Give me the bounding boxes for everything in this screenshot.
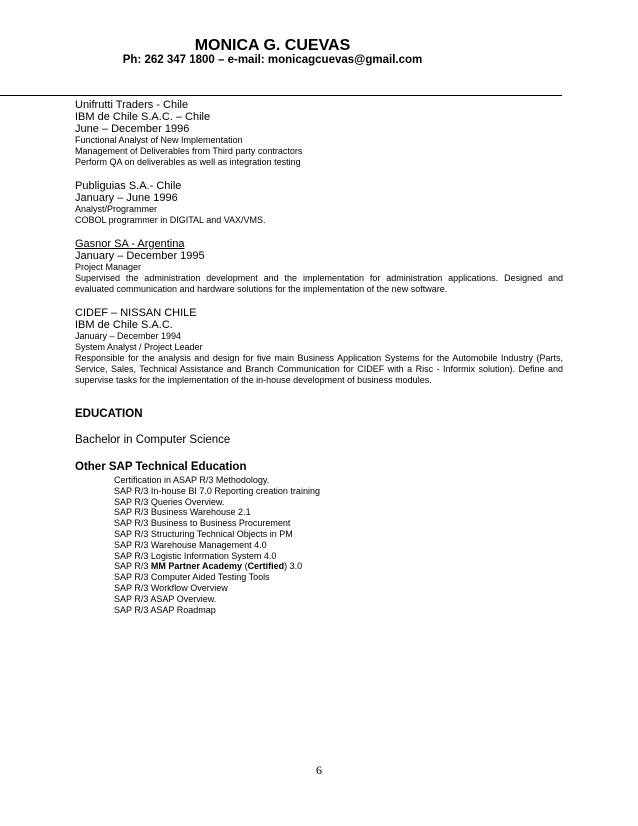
training-item bbox=[114, 561, 563, 572]
job-line: Supervised the administration development and the implementation for administration applications. Designed and evaluated communication and hardware solutions for the implementation of the new software. bbox=[75, 273, 563, 294]
training-text: SAP R/3 Business to Business Procurement bbox=[114, 518, 291, 529]
training-text: SAP R/3 In-house BI 7.0 Reporting creation training bbox=[114, 485, 320, 496]
education-heading: EDUCATION bbox=[75, 408, 143, 420]
job-line: Analyst/Programmer bbox=[75, 204, 158, 214]
training-item bbox=[114, 507, 563, 518]
training-text: SAP R/3 Business Warehouse 2.1 bbox=[114, 507, 251, 518]
training-item bbox=[114, 497, 563, 508]
experience-section bbox=[75, 99, 563, 386]
training-text: SAP R/3 Queries Overview. bbox=[114, 496, 225, 507]
training-list bbox=[114, 475, 563, 615]
training-item bbox=[114, 540, 563, 551]
job-entry bbox=[75, 238, 563, 295]
job-line: Functional Analyst of New Implementation bbox=[75, 135, 243, 145]
training-text: ) 3.0 bbox=[284, 561, 303, 572]
training-highlight: Certified bbox=[247, 561, 285, 572]
job-line: Management of Deliverables from Third party contractors bbox=[75, 146, 303, 156]
training-text: Certification in ASAP R/3 Methodology. bbox=[114, 475, 270, 485]
candidate-name: MONICA G. CUEVAS bbox=[194, 37, 351, 54]
page-number: 6 bbox=[316, 763, 322, 777]
training-text: SAP R/3 Warehouse Management 4.0 bbox=[114, 539, 267, 550]
resume-body bbox=[75, 99, 563, 615]
job-line: June – December 1996 bbox=[75, 123, 190, 135]
training-item bbox=[114, 518, 563, 529]
training-item bbox=[114, 529, 563, 540]
contact-line: Ph: 262 347 1800 – e-mail: monicagcuevas@gmail.com bbox=[122, 54, 423, 66]
job-line: Project Manager bbox=[75, 262, 142, 272]
degree-text: Bachelor in Computer Science bbox=[75, 434, 231, 446]
job-entry bbox=[75, 180, 563, 226]
job-line: January – December 1995 bbox=[75, 250, 205, 262]
training-text: SAP R/3 Computer Aided Testing Tools bbox=[114, 572, 270, 583]
training-text: ( bbox=[242, 561, 248, 572]
job-spacer bbox=[75, 168, 563, 180]
training-item bbox=[114, 551, 563, 562]
job-line: CIDEF – NISSAN CHILE bbox=[75, 307, 197, 319]
training-text: SAP R/3 ASAP Overview. bbox=[114, 593, 217, 604]
job-line: January – December 1994 bbox=[75, 331, 182, 341]
job-line: Perform QA on deliverables as well as integration testing bbox=[75, 157, 301, 167]
training-item bbox=[114, 572, 563, 583]
other-education-heading: Other SAP Technical Education bbox=[75, 461, 247, 473]
training-text: SAP R/3 bbox=[114, 561, 151, 572]
training-text: SAP R/3 Logistic Information System 4.0 bbox=[114, 550, 277, 561]
job-line: Publiguias S.A.- Chile bbox=[75, 180, 182, 192]
training-highlight: MM Partner Academy bbox=[150, 561, 243, 572]
training-text: SAP R/3 Workflow Overview bbox=[114, 582, 228, 593]
job-line: January – June 1996 bbox=[75, 192, 178, 204]
header-divider bbox=[0, 95, 562, 96]
job-line: IBM de Chile S.A.C. – Chile bbox=[75, 111, 211, 123]
job-line: Responsible for the analysis and design for five main Business Application Systems for the Automobile Industry (Parts, Service, Sales, Technical Assistance and Branch Communication for CIDEF with a Risc - Informix solution). Define and supervise tasks for the implementation of the in-house development of business modules. bbox=[75, 353, 563, 385]
job-line: System Analyst / Project Leader bbox=[75, 342, 203, 352]
training-item bbox=[114, 583, 563, 594]
job-spacer bbox=[75, 226, 563, 238]
job-entry bbox=[75, 307, 563, 386]
job-entry bbox=[75, 99, 563, 168]
training-item bbox=[114, 594, 563, 605]
job-spacer bbox=[75, 295, 563, 307]
training-text: SAP R/3 ASAP Roadmap bbox=[114, 604, 216, 615]
job-line: Unifrutti Traders - Chile bbox=[75, 99, 189, 111]
training-item bbox=[114, 475, 563, 486]
job-line: COBOL programmer in DIGITAL and VAX/VMS. bbox=[75, 215, 266, 225]
job-line: IBM de Chile S.A.C. bbox=[75, 319, 173, 331]
training-item bbox=[114, 486, 563, 497]
training-item bbox=[114, 605, 563, 616]
training-text: SAP R/3 Structuring Technical Objects in PM bbox=[114, 528, 293, 539]
job-line: Gasnor SA - Argentina bbox=[75, 238, 185, 250]
